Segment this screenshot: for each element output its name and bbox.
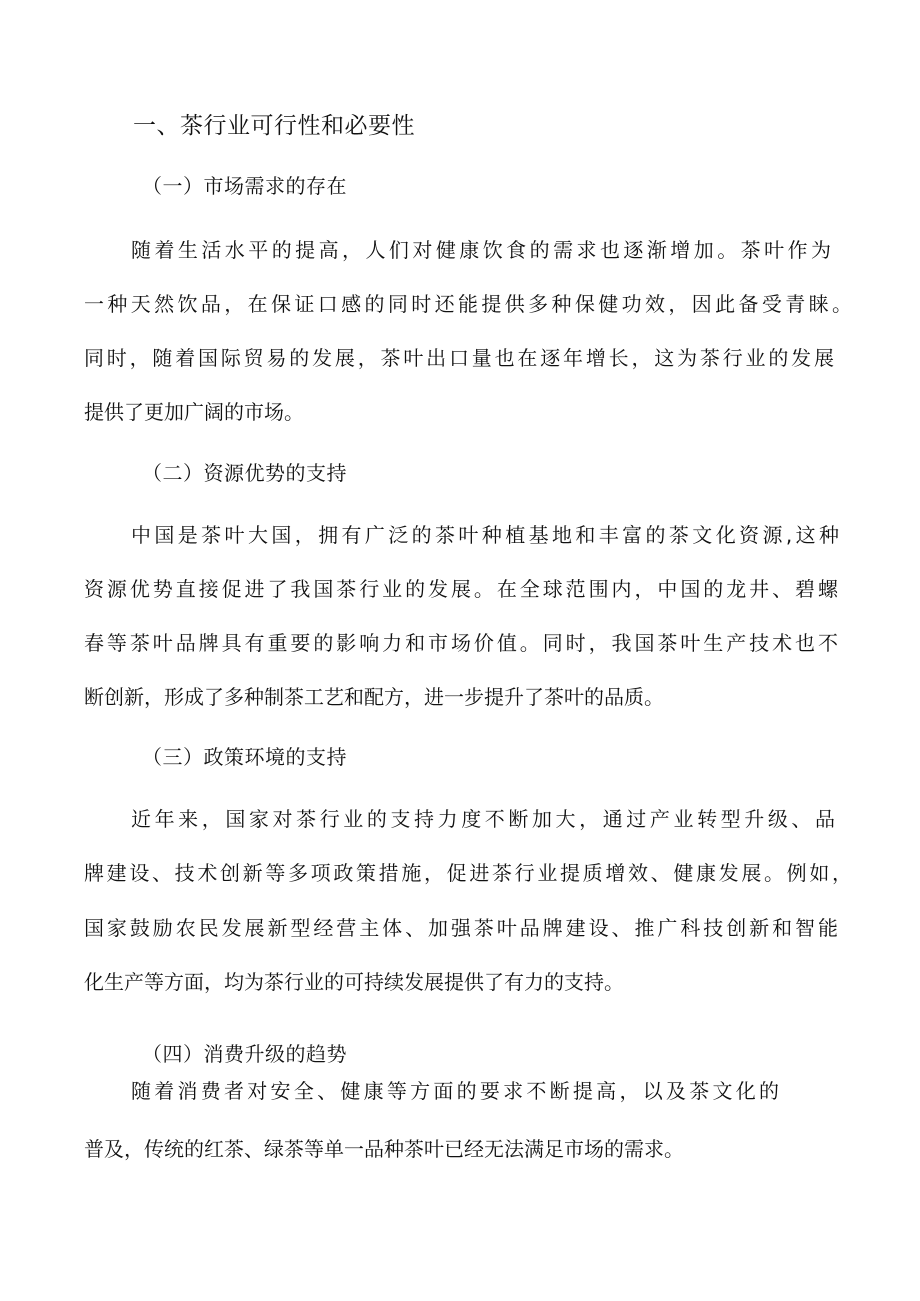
paragraph-line: 同时，随着国际贸易的发展，茶叶出口量也在逐年增长，这为茶行业的发展 [84,346,834,370]
paragraph-line: 春等茶叶品牌具有重要的影响力和市场价值。同时，我国茶叶生产技术也不 [84,631,838,655]
paragraph-line: 普及，传统的红茶、绿茶等单一品种茶叶已经无法满足市场的需求。 [84,1137,684,1161]
section-title: 一、茶行业可行性和必要性 [133,113,415,139]
paragraph-line: 一种天然饮品，在保证口感的同时还能提供多种保健功效，因此备受青睐。 [84,292,852,316]
paragraph-line: 国家鼓励农民发展新型经营主体、加强茶叶品牌建设、推广科技创新和智能 [84,916,838,940]
subsection-heading-3: （三）政策环境的支持 [142,745,347,769]
paragraph-line: 随着生活水平的提高，人们对健康饮食的需求也逐渐增加。茶叶作为 [131,238,831,262]
subsection-heading-1: （一）市场需求的存在 [142,174,347,198]
paragraph-line: 提供了更加广阔的市场。 [84,400,304,424]
subsection-heading-2: （二）资源优势的支持 [142,461,347,485]
paragraph-line: 化生产等方面，均为茶行业的可持续发展提供了有力的支持。 [84,970,624,994]
paragraph-line: 牌建设、技术创新等多项政策措施，促进茶行业提质增效、健康发展。例如， [84,861,852,885]
paragraph-line: 中国是茶叶大国，拥有广泛的茶叶种植基地和丰富的茶文化资源,这种 [131,523,839,547]
paragraph-line: 断创新，形成了多种制茶工艺和配方，进一步提升了茶叶的品质。 [84,685,664,709]
paragraph-line: 资源优势直接促进了我国茶行业的发展。在全球范围内，中国的龙井、碧螺 [84,577,838,601]
paragraph-line: 随着消费者对安全、健康等方面的要求不断提高，以及茶文化的 [131,1079,779,1103]
paragraph-line: 近年来，国家对茶行业的支持力度不断加大，通过产业转型升级、品 [131,807,835,831]
subsection-heading-4: （四）消费升级的趋势 [142,1042,347,1066]
